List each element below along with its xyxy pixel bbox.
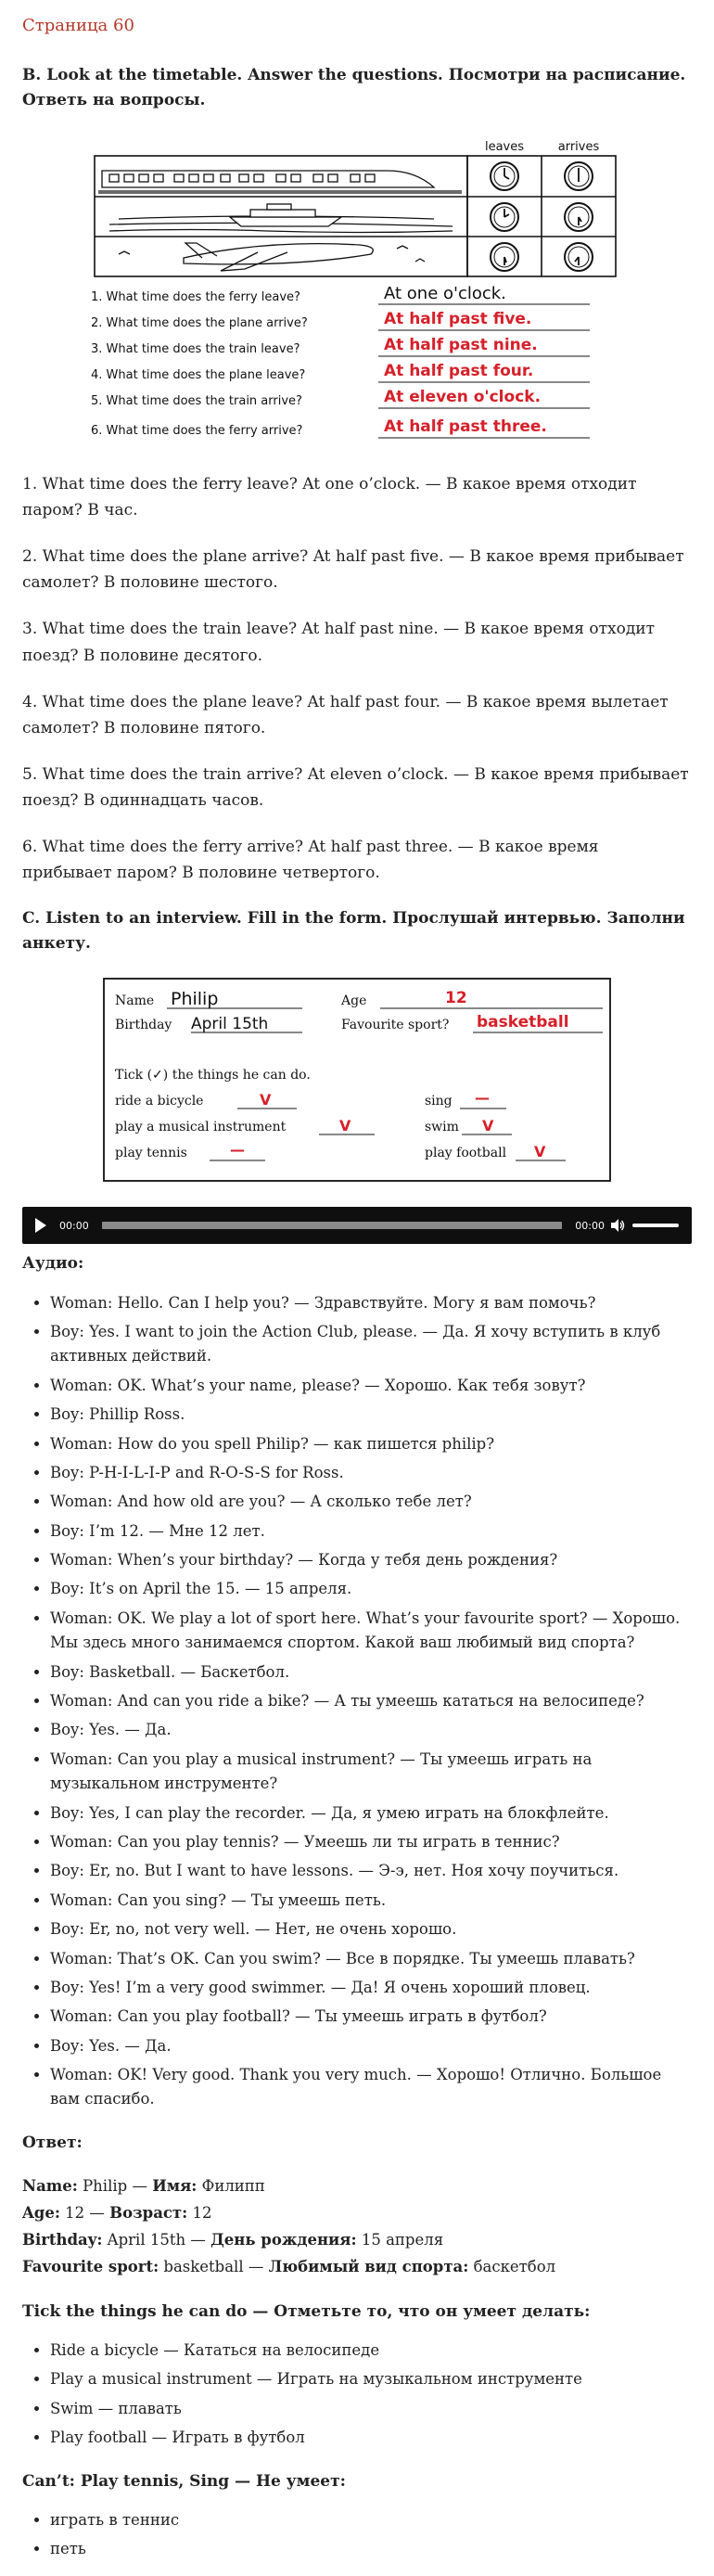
list-item: • Woman: Can you play a musical instrument? — Ты умеешь играть на музыкальном инструменте? bbox=[50, 1748, 692, 1797]
timetable-worksheet bbox=[82, 139, 632, 417]
list-item: • Boy: P-H-I-L-I-P and R-O-S-S for Ross. bbox=[50, 1461, 692, 1485]
list-item: • Boy: Yes. — Да. bbox=[50, 2034, 692, 2058]
audio-current-time: 00:00 bbox=[59, 1219, 89, 1232]
play-icon[interactable] bbox=[35, 1218, 46, 1233]
list-item: • Woman: That’s OK. Can you swim? — Все в порядке. Ты умеешь плавать? bbox=[50, 1947, 692, 1971]
answer-details bbox=[22, 2173, 692, 2281]
list-item: • Play football — Играть в футбол bbox=[50, 2426, 692, 2450]
form-item-instrument: play a musical instrument bbox=[115, 1120, 287, 1135]
form-item-ride: ride a bicycle bbox=[115, 1094, 204, 1109]
form-item-football: play football bbox=[425, 1146, 507, 1161]
list-item: • Boy: Yes! I’m a very good swimmer. — Да! Я очень хороший пловец. bbox=[50, 1976, 692, 2000]
answer-4: 4. What time does the plane leave? At half past four. — В какое время вылетает самолет? В половине пятого. bbox=[22, 692, 669, 737]
volume-icon[interactable] bbox=[610, 1218, 625, 1233]
ws-answer-6: At half past three. bbox=[384, 417, 547, 437]
cant-heading: Can’t: Play tennis, Sing — Не умеет: bbox=[22, 2471, 346, 2491]
list-item: • играть в теннис bbox=[50, 2508, 692, 2532]
timetable-worksheet-last-row bbox=[82, 417, 632, 445]
section-c-heading: C. Listen to an interview. Fill in the form. Прослушай интервью. Заполни анкету. bbox=[22, 908, 685, 954]
section-b-heading: B. Look at the timetable. Answer the questions. Посмотри на расписание. Ответь на вопросы. bbox=[22, 65, 686, 110]
list-item: • Boy: Yes. I want to join the Action Club, please. — Да. Я хочу вступить в клуб активных действий. bbox=[50, 1320, 692, 1369]
list-item: • Boy: Er, no, not very well. — Нет, не очень хорошо. bbox=[50, 1917, 692, 1942]
dialogue-list bbox=[22, 1291, 692, 2112]
audio-duration: 00:00 bbox=[575, 1219, 605, 1232]
form-item-swim: swim bbox=[425, 1120, 459, 1135]
list-item: • Woman: OK! Very good. Thank you very much. — Хорошо! Отлично. Большое вам спасибо. bbox=[50, 2063, 692, 2112]
can-heading: Tick the things he can do — Отметьте то, что он умеет делать: bbox=[22, 2301, 591, 2321]
ws-question-5: 5. What time does the train arrive? bbox=[91, 394, 302, 409]
form-birthday-value: April 15th bbox=[191, 1015, 269, 1034]
list-item: • Boy: It’s on April the 15. — 15 апреля. bbox=[50, 1577, 692, 1601]
cant-list bbox=[22, 2508, 692, 2562]
list-item: • Boy: Basketball. — Баскетбол. bbox=[50, 1660, 692, 1685]
form-mark-instrument: V bbox=[339, 1117, 351, 1135]
volume-slider[interactable] bbox=[632, 1224, 679, 1227]
form-item-sing: sing bbox=[425, 1094, 453, 1109]
form-mark-football: V bbox=[534, 1143, 546, 1161]
answer-2: 2. What time does the plane arrive? At half past five. — В какое время прибывает самолет? В половине шестого. bbox=[22, 547, 684, 593]
ws-answer-5: At eleven o'clock. bbox=[384, 388, 542, 407]
list-item: • Boy: I’m 12. — Мне 12 лет. bbox=[50, 1519, 692, 1544]
list-item: • Swim — плавать bbox=[50, 2397, 692, 2421]
ws-answer-1: At one o'clock. bbox=[384, 284, 506, 304]
list-item: • Boy: Er, no. But I want to have lessons. — Э-э, нет. Ноя хочу поучиться. bbox=[50, 1859, 692, 1883]
form-sport-label: Favourite sport? bbox=[341, 1018, 450, 1033]
ws-question-2: 2. What time does the plane arrive? bbox=[91, 316, 308, 331]
detail-sport: Favourite sport: basketball — Любимый вид спорта: баскетбол bbox=[22, 2257, 556, 2275]
form-name-value: Philip bbox=[171, 989, 219, 1010]
list-item: • Woman: When’s your birthday? — Когда у тебя день рождения? bbox=[50, 1548, 692, 1572]
form-item-tennis: play tennis bbox=[115, 1146, 187, 1161]
list-item: • Woman: OK. What’s your name, please? — Хорошо. Как тебя зовут? bbox=[50, 1374, 692, 1398]
form-name-label: Name bbox=[115, 993, 155, 1009]
list-item: • Boy: Yes, I can play the recorder. — Да, я умею играть на блокфлейте. bbox=[50, 1801, 692, 1826]
list-item: • Woman: And can you ride a bike? — А ты умеешь кататься на велосипеде? bbox=[50, 1689, 692, 1713]
answer-1: 1. What time does the ferry leave? At one o’clock. — В какое время отходит паром? В час. bbox=[22, 475, 637, 520]
ws-answer-2: At half past five. bbox=[384, 310, 532, 329]
list-item: • Woman: Hello. Can I help you? — Здравствуйте. Могу я вам помочь? bbox=[50, 1291, 692, 1315]
form-age-label: Age bbox=[341, 993, 367, 1009]
form-sport-value: basketball bbox=[477, 1013, 569, 1032]
detail-birthday: Birthday: April 15th — День рождения: 15 апреля bbox=[22, 2230, 444, 2249]
can-list bbox=[22, 2339, 692, 2451]
audio-label: Аудио: bbox=[22, 1254, 84, 1274]
list-item: • Woman: Can you play football? — Ты умеешь играть в футбол? bbox=[50, 2005, 692, 2029]
arrives-header: arrives bbox=[557, 140, 600, 155]
ws-question-3: 3. What time does the train leave? bbox=[91, 342, 300, 357]
form-mark-ride: V bbox=[260, 1091, 272, 1109]
detail-age: Age: 12 — Возраст: 12 bbox=[22, 2204, 212, 2223]
list-item: • Woman: How do you spell Philip? — как пишется philip? bbox=[50, 1432, 692, 1456]
list-item: • Woman: OK. We play a lot of sport here. What’s your favourite sport? — Хорошо. Мы здесь много занимаемся спортом. Какой ваш любимый вид спорта? bbox=[50, 1607, 692, 1656]
audio-player bbox=[22, 1207, 692, 1244]
answer-6: 6. What time does the ferry arrive? At half past three. — В какое время прибывает паром? В половине четвертого. bbox=[22, 837, 599, 882]
form-mark-sing: — bbox=[475, 1089, 490, 1108]
form-age-value: 12 bbox=[445, 989, 467, 1008]
list-item: • Play a musical instrument — Играть на музыкальном инструменте bbox=[50, 2367, 692, 2391]
answer-5: 5. What time does the train arrive? At eleven o’clock. — В какое время прибывает поезд? В одиннадцать часов. bbox=[22, 764, 689, 810]
ws-answer-4: At half past four. bbox=[384, 362, 534, 381]
list-item: • Ride a bicycle — Кататься на велосипеде bbox=[50, 2339, 692, 2363]
form-tick-label: Tick (✓) the things he can do. bbox=[115, 1068, 311, 1083]
answer-3: 3. What time does the train leave? At half past nine. — В какое время отходит поезд? В половине десятого. bbox=[22, 620, 656, 665]
list-item: • Boy: Yes. — Да. bbox=[50, 1718, 692, 1742]
list-item: • Woman: Can you sing? — Ты умеешь петь. bbox=[50, 1889, 692, 1913]
ws-question-4: 4. What time does the plane leave? bbox=[91, 368, 306, 383]
list-item: • петь bbox=[50, 2537, 692, 2561]
list-item: • Woman: Can you play tennis? — Умеешь ли ты играть в теннис? bbox=[50, 1830, 692, 1854]
leaves-header: leaves bbox=[484, 140, 525, 155]
form-mark-tennis: — bbox=[230, 1141, 245, 1160]
list-item: • Woman: And how old are you? — А сколько тебе лет? bbox=[50, 1490, 692, 1514]
ws-question-6: 6. What time does the ferry arrive? bbox=[91, 424, 303, 439]
answer-label: Ответ: bbox=[22, 2133, 83, 2152]
list-item: • Boy: Phillip Ross. bbox=[50, 1403, 692, 1427]
ws-answer-3: At half past nine. bbox=[384, 336, 538, 355]
form-mark-swim: V bbox=[482, 1117, 494, 1135]
page-link[interactable]: Страница 60 bbox=[22, 16, 134, 35]
form-birthday-label: Birthday bbox=[115, 1018, 172, 1033]
ws-question-1: 1. What time does the ferry leave? bbox=[91, 290, 300, 305]
interview-form bbox=[102, 977, 612, 1183]
audio-progress-bar[interactable] bbox=[102, 1222, 563, 1229]
detail-name: Name: Philip — Имя: Филипп bbox=[22, 2177, 265, 2196]
